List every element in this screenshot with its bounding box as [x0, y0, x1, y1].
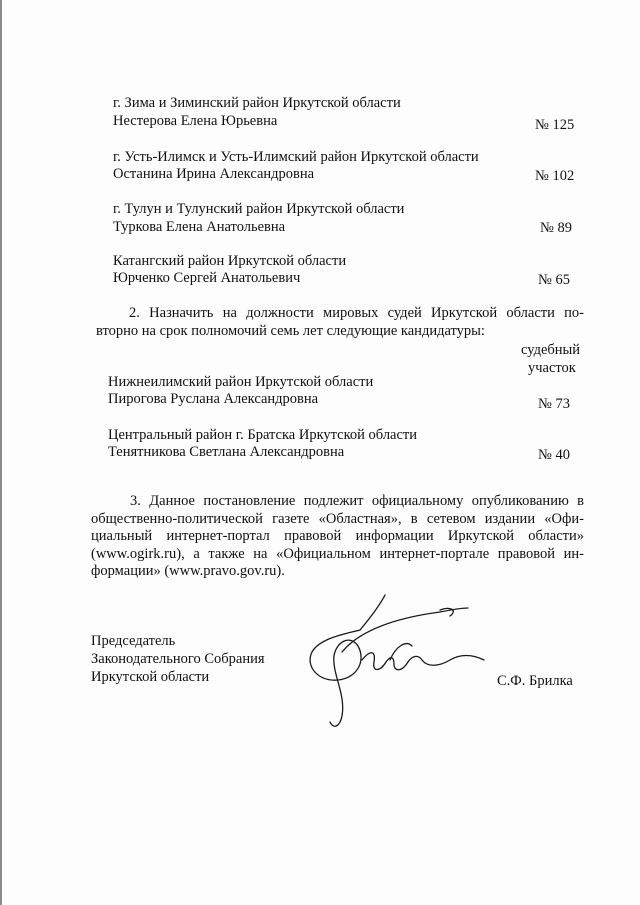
entry-district: Катангский район Иркутской области — [113, 253, 347, 269]
entry-district: г. Зима и Зиминский район Иркутской области — [113, 95, 401, 111]
paragraph-line: (www.ogirk.ru), а также на «Официальном интернет-портале правовой ин- — [91, 545, 584, 562]
entry-judge-name: Юрченко Сергей Анатольевич — [113, 270, 301, 286]
paragraph-line: вторно на срок полномочий семь лет следующие кандидатуры: — [96, 322, 485, 339]
column-header-court: участок — [528, 360, 576, 376]
section-3-paragraph — [91, 493, 584, 581]
column-header-court: судебный — [521, 342, 581, 358]
section-2-paragraph — [96, 305, 584, 340]
entry-court-number: № 89 — [540, 220, 572, 236]
entry-judge-name: Тенятникова Светлана Александровна — [108, 444, 345, 460]
paragraph-line: циальный интернет-портал правовой информации Иркутской области» — [91, 528, 584, 544]
entry-court-number: № 40 — [538, 447, 570, 463]
signatory-title: Председатель — [91, 633, 176, 649]
paragraph-line: формации» (www.pravo.gov.ru). — [91, 563, 285, 579]
paragraph-line: 3. Данное постановление подлежит официальному опубликованию в — [130, 493, 584, 509]
paragraph-line: общественно-политической газете «Областная», в сетевом издании «Офи- — [91, 510, 584, 527]
entry-district: Нижнеилимский район Иркутской области — [108, 374, 374, 390]
handwritten-signature — [300, 590, 500, 740]
entry-district: Центральный район г. Братска Иркутской области — [108, 427, 418, 443]
entry-judge-name: Нестерова Елена Юрьевна — [113, 113, 278, 129]
entry-court-number: № 102 — [535, 168, 575, 184]
signatory-name: С.Ф. Брилка — [497, 673, 573, 689]
signatory-title: Законодательного Собрания — [91, 651, 265, 667]
entry-district: г. Тулун и Тулунский район Иркутской области — [113, 201, 405, 217]
entry-court-number: № 73 — [538, 396, 570, 412]
entry-district: г. Усть-Илимск и Усть-Илимский район Иркутской области — [113, 149, 479, 165]
signatory-title: Иркутской области — [91, 669, 210, 685]
entry-court-number: № 65 — [538, 272, 570, 288]
entry-court-number: № 125 — [535, 117, 575, 133]
page-edge-shadow — [0, 0, 2, 905]
paragraph-line: 2. Назначить на должности мировых судей Иркутской области по- — [129, 305, 584, 321]
entry-judge-name: Туркова Елена Анатольевна — [113, 219, 286, 235]
entry-judge-name: Останина Ирина Александровна — [113, 166, 315, 182]
entry-judge-name: Пирогова Руслана Александровна — [108, 391, 319, 407]
